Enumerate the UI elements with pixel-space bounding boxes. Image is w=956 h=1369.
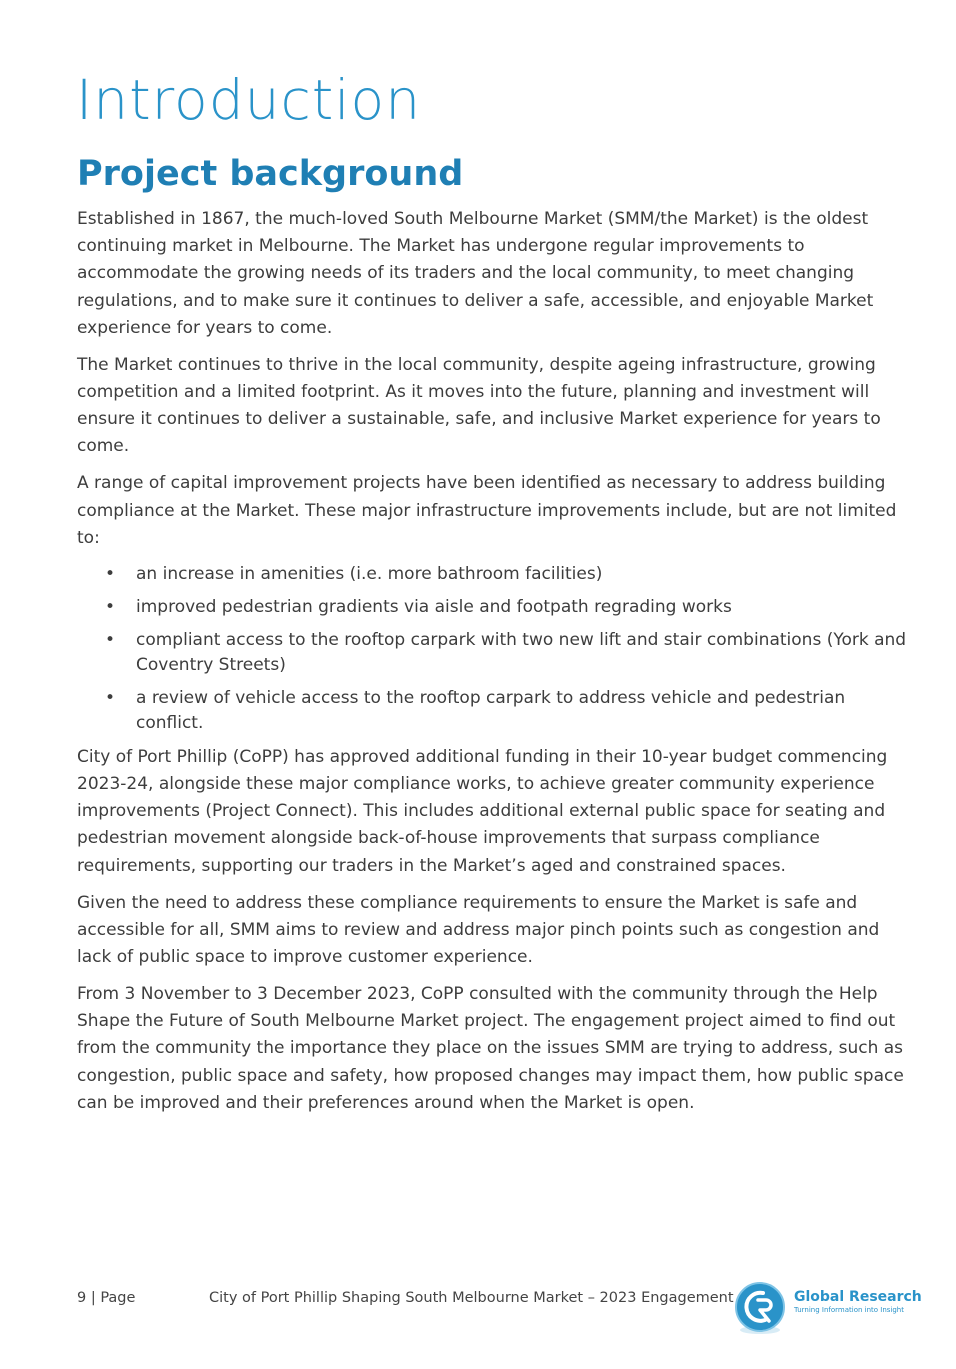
bullet-icon: • — [105, 687, 116, 708]
list-item — [77, 562, 917, 587]
bullet-icon: • — [105, 563, 116, 584]
paragraph-3: A range of capital improvement projects have been identified as necessary to address building compliance at the Market. These major infrastructure improvements include, but are not limited to: — [77, 473, 897, 548]
section-heading: Project background — [77, 154, 464, 194]
paragraph-1: Established in 1867, the much-loved South Melbourne Market (SMM/the Market) is the oldest continuing market in Melbourne. The Market has undergone regular improvements to accommodate the growing needs of its traders and the local community, to meet changing regulations, and to make sure it continues to deliver a safe, accessible, and enjoyable Market experience for years to come. — [77, 209, 874, 338]
improvements-list — [77, 562, 917, 736]
list-item — [77, 686, 917, 736]
logo-text — [794, 1289, 922, 1315]
document-title: City of Port Phillip Shaping South Melbourne Market – 2023 Engagement — [209, 1290, 734, 1306]
paragraph-5: Given the need to address these compliance requirements to ensure the Market is safe and accessible for all, SMM aims to review and address major pinch points such as congestion and lack of public space to improve customer experience. — [77, 892, 880, 968]
paragraph-6: From 3 November to 3 December 2023, CoPP consulted with the community through the Help Shape the Future of South Melbourne Market project. The engagement project aimed to find out from the community the importance they place on the issues SMM are trying to address, such as congestion, public space and safety, how proposed changes may impact them, how public space can be improved and their preferences around when the Market is open. — [77, 984, 904, 1113]
page-number: 9 | Page — [77, 1290, 136, 1306]
list-item-text: an increase in amenities (i.e. more bathroom facilities) — [136, 563, 603, 584]
global-research-logo-icon — [732, 1280, 788, 1336]
list-item-text: a review of vehicle access to the rooftop carpark to address vehicle and pedestrian conflict. — [136, 687, 846, 733]
list-item-text: compliant access to the rooftop carpark with two new lift and stair combinations (York and Coventry Streets) — [136, 629, 907, 675]
paragraph-2: The Market continues to thrive in the local community, despite ageing infrastructure, growing competition and a limited footprint. As it moves into the future, planning and investment will ensure it continues to deliver a sustainable, safe, and inclusive Market experience for years to come. — [77, 354, 881, 457]
page-title: Introduction — [76, 68, 422, 132]
bullet-icon: • — [105, 629, 116, 650]
logo-tagline: Turning Information into Insight — [794, 1306, 904, 1314]
global-research-logo — [732, 1280, 932, 1340]
page-footer — [0, 1280, 956, 1340]
list-item — [77, 628, 917, 678]
list-item — [77, 595, 917, 620]
body-text — [77, 206, 917, 1127]
paragraph-4: City of Port Phillip (CoPP) has approved additional funding in their 10-year budget commencing 2023-24, alongside these major compliance works, to achieve greater community experience improvements (Project Connect). This includes additional external public space for seating and pedestrian movement alongside back-of-house improvements that surpass compliance requirements, supporting our traders in the Market’s aged and constrained spaces. — [77, 746, 888, 876]
list-item-text: improved pedestrian gradients via aisle and footpath regrading works — [136, 596, 732, 617]
bullet-icon: • — [105, 596, 116, 617]
logo-name: Global Research — [794, 1289, 922, 1305]
